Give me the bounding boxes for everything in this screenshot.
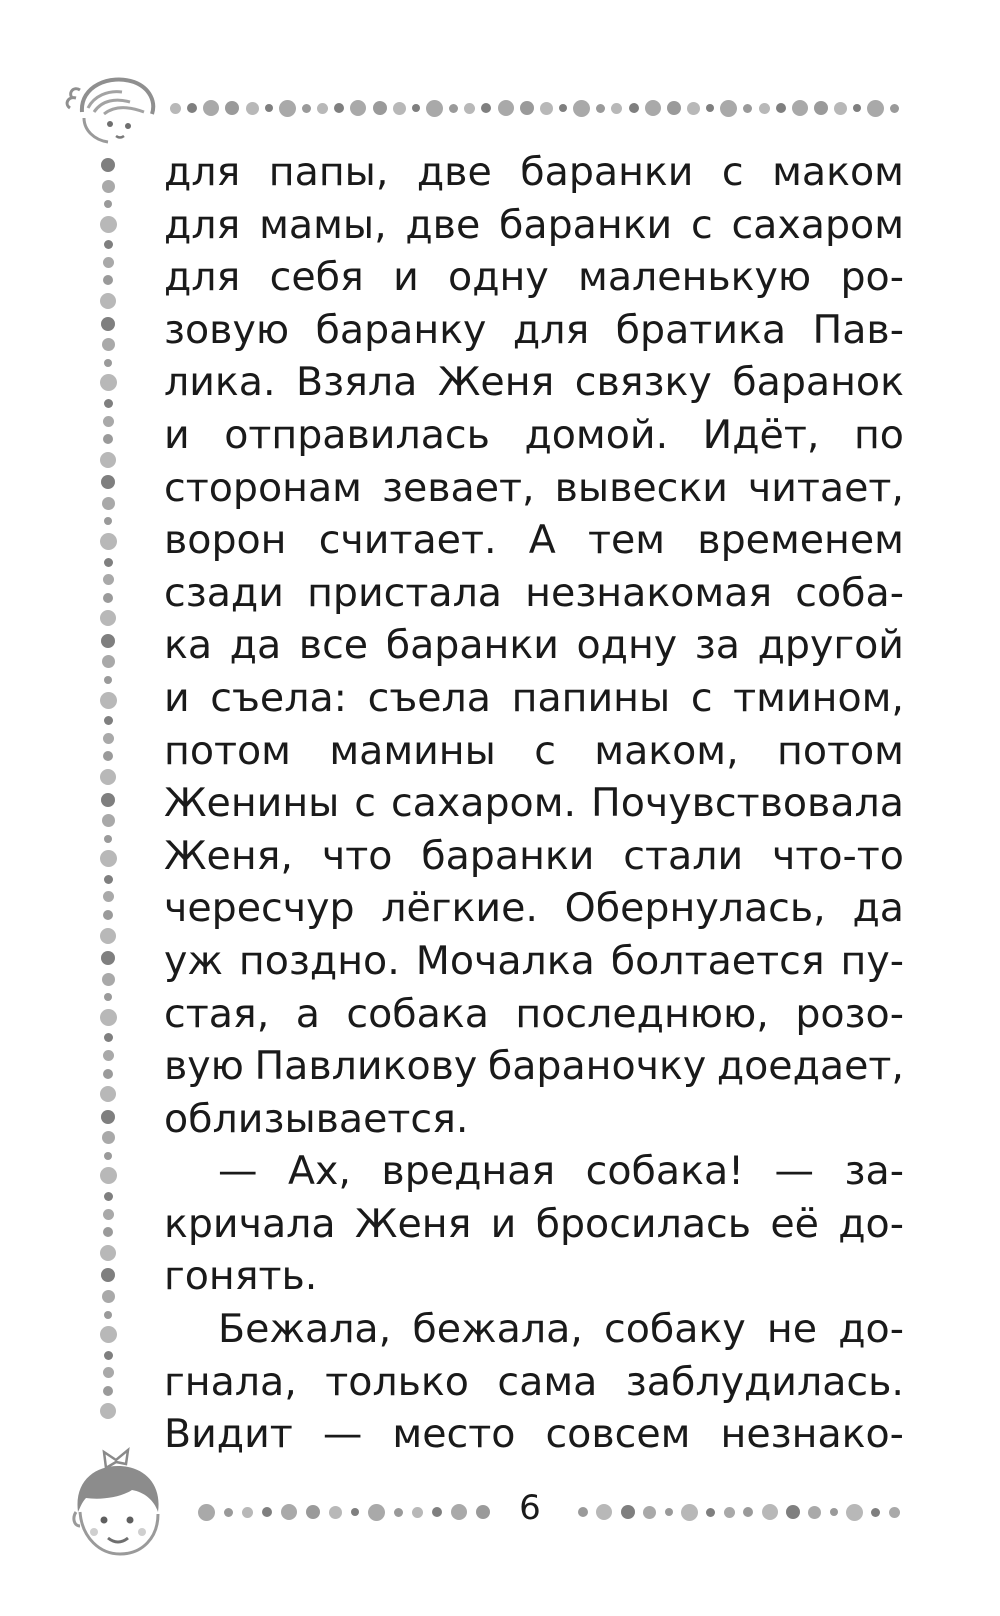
word: вывески <box>554 464 728 511</box>
border-dot <box>104 875 113 884</box>
border-dot <box>776 103 786 113</box>
word: место <box>392 1411 516 1458</box>
border-dot <box>100 928 116 944</box>
word: все <box>298 622 369 669</box>
text-line <box>164 251 904 304</box>
border-dot <box>451 1504 467 1520</box>
border-dot <box>104 676 112 684</box>
word: зевает, <box>381 464 535 511</box>
text-line <box>164 725 904 778</box>
word: зовую <box>164 306 290 353</box>
border-dot <box>645 100 661 116</box>
girl-face-top-icon <box>64 68 164 148</box>
word: её <box>770 1200 819 1247</box>
word: тмином, <box>733 674 904 721</box>
border-dot <box>681 1504 698 1521</box>
word: соба- <box>795 569 904 616</box>
border-dot <box>103 1227 113 1237</box>
text-line <box>164 199 904 252</box>
border-dot <box>786 1505 800 1519</box>
word: розо- <box>795 990 904 1037</box>
border-dot <box>203 100 219 116</box>
border-dot <box>103 910 113 920</box>
border-dot <box>104 835 112 843</box>
top-dot-border <box>170 96 900 120</box>
word: другой <box>757 622 904 669</box>
border-dot <box>100 1326 117 1343</box>
border-dot <box>351 1508 359 1516</box>
border-dot <box>104 1033 113 1042</box>
word: болтается <box>610 937 825 984</box>
border-dot <box>743 1507 753 1517</box>
word: за <box>694 622 740 669</box>
word: маленькую <box>578 254 812 301</box>
border-dot <box>104 1152 112 1160</box>
word: Женя <box>354 1200 472 1247</box>
border-dot <box>102 973 115 986</box>
border-dot <box>104 399 113 408</box>
word: Пав- <box>812 306 904 353</box>
word: мамы, <box>259 201 387 248</box>
border-dot <box>103 733 114 744</box>
border-dot <box>759 103 770 114</box>
text-line <box>164 146 904 199</box>
word: не <box>766 1306 818 1353</box>
border-dot <box>100 1403 116 1419</box>
border-dot <box>198 1504 215 1521</box>
border-dot <box>101 793 115 807</box>
border-dot <box>596 1504 612 1520</box>
word: съела: <box>210 674 347 721</box>
border-dot <box>578 1507 588 1517</box>
word: что <box>321 832 393 879</box>
word: собака <box>346 990 489 1037</box>
border-dot <box>104 200 112 208</box>
word: мамины <box>329 727 496 774</box>
border-dot <box>103 1050 114 1061</box>
word: съела <box>367 674 492 721</box>
word: маком, <box>594 727 739 774</box>
word: для <box>164 149 241 195</box>
text-line <box>164 1040 904 1093</box>
border-dot <box>846 1504 863 1521</box>
border-dot <box>665 1508 673 1516</box>
border-dot <box>762 1504 778 1520</box>
word: Взяла <box>296 359 418 406</box>
word: связку <box>574 359 712 406</box>
border-dot <box>792 100 808 116</box>
border-dot <box>481 103 491 113</box>
word: стая, <box>164 990 270 1037</box>
border-dot <box>100 533 117 550</box>
border-dot <box>103 416 114 427</box>
word: — <box>322 1411 363 1458</box>
word: поздно. <box>238 937 400 984</box>
word: баранки <box>385 622 559 669</box>
text-line <box>164 1250 904 1303</box>
word: сахаром. <box>390 780 577 827</box>
word: собаку <box>604 1306 746 1353</box>
word: за- <box>844 1148 904 1195</box>
text-line <box>164 619 904 672</box>
word: временем <box>697 517 904 564</box>
border-dot <box>559 104 567 112</box>
border-dot <box>890 104 899 113</box>
word: пристала <box>307 569 503 616</box>
border-dot <box>724 1507 735 1518</box>
word: Павликову <box>254 1043 478 1090</box>
border-dot <box>246 102 259 115</box>
word: Женя <box>437 359 555 406</box>
word: папины <box>511 674 671 721</box>
word: баранок <box>732 359 904 406</box>
word: доедает, <box>716 1043 904 1090</box>
border-dot <box>100 1086 116 1102</box>
word: потом <box>164 727 291 774</box>
border-dot <box>393 102 406 115</box>
border-dot <box>102 497 115 510</box>
word: и <box>490 1200 517 1247</box>
border-dot <box>100 1245 116 1261</box>
word: лёгкие. <box>381 885 538 932</box>
word: бежала, <box>412 1306 583 1353</box>
word: по <box>853 411 904 458</box>
border-dot <box>224 1508 233 1517</box>
word: одну <box>448 254 549 301</box>
border-dot <box>464 103 475 114</box>
word: Почувствовала <box>591 780 904 827</box>
border-dot <box>103 1367 114 1378</box>
border-dot <box>540 102 553 115</box>
word: — <box>774 1148 815 1195</box>
word: папы, <box>268 149 389 195</box>
border-dot <box>265 104 273 112</box>
word: заблудилась. <box>625 1358 904 1405</box>
text-line <box>164 882 904 935</box>
border-dot <box>103 1209 114 1220</box>
border-dot <box>100 216 117 233</box>
border-dot <box>871 1508 880 1517</box>
border-dot <box>104 558 113 567</box>
border-dot <box>573 100 590 117</box>
text-line <box>164 1093 904 1146</box>
word: собака! <box>585 1148 745 1195</box>
border-dot <box>743 104 752 113</box>
word: себя <box>269 254 364 301</box>
word: сторонам <box>164 464 362 511</box>
word: Мочалка <box>415 937 595 984</box>
word: гонять. <box>164 1253 318 1300</box>
word: ка <box>164 622 213 669</box>
word: две <box>405 201 481 248</box>
word: незнако- <box>720 1411 904 1458</box>
word: Видит <box>164 1411 293 1458</box>
border-dot <box>104 1351 113 1360</box>
border-dot <box>100 1009 117 1026</box>
border-dot <box>329 1506 342 1519</box>
border-dot <box>334 103 344 113</box>
bottom-right-dot-border <box>578 1500 900 1524</box>
border-dot <box>101 1268 115 1282</box>
word: что-то <box>772 832 904 879</box>
border-dot <box>814 101 828 115</box>
border-dot <box>281 1504 297 1520</box>
text-line <box>164 672 904 725</box>
border-dot <box>101 1110 115 1124</box>
border-dot <box>279 100 296 117</box>
word: сахаром <box>731 201 904 248</box>
border-dot <box>302 104 311 113</box>
border-dot <box>808 1506 821 1519</box>
word: Обернулась, <box>564 885 826 932</box>
border-dot <box>667 101 681 115</box>
border-dot <box>101 951 115 965</box>
word: стали <box>623 832 744 879</box>
border-dot <box>687 102 700 115</box>
border-dot <box>706 1508 715 1517</box>
word: для <box>164 254 241 301</box>
girl-face-bottom-icon <box>64 1442 168 1564</box>
border-dot <box>596 104 605 113</box>
text-line <box>164 1303 904 1356</box>
word: Женины <box>164 780 340 827</box>
border-dot <box>830 1508 838 1516</box>
word: бараночку <box>487 1043 707 1090</box>
border-dot <box>100 293 116 309</box>
border-dot <box>103 275 113 285</box>
border-dot <box>103 891 114 902</box>
text-line <box>164 567 904 620</box>
word: маком <box>772 149 904 195</box>
word: уж <box>164 937 223 984</box>
word: братика <box>615 306 787 353</box>
border-dot <box>102 655 115 668</box>
border-dot <box>394 1508 403 1517</box>
word: кричала <box>164 1200 336 1247</box>
border-dot <box>104 993 112 1001</box>
word: гнала, <box>164 1358 297 1405</box>
border-dot <box>611 103 622 114</box>
border-dot <box>867 100 884 117</box>
border-dot <box>100 850 117 867</box>
border-dot <box>834 102 847 115</box>
word: до- <box>838 1306 904 1353</box>
border-dot <box>412 1507 423 1518</box>
border-dot <box>104 240 113 249</box>
border-dot <box>621 1505 635 1519</box>
word: облизывается. <box>164 1095 469 1142</box>
word: и <box>164 411 190 458</box>
word: Бежала, <box>218 1306 392 1353</box>
border-dot <box>103 574 114 585</box>
border-dot <box>853 104 861 112</box>
border-dot <box>104 716 113 725</box>
word: совсем <box>545 1411 691 1458</box>
bottom-left-dot-border <box>198 1500 490 1524</box>
word: вредная <box>381 1148 556 1195</box>
word: Ах, <box>287 1148 351 1195</box>
border-dot <box>100 769 116 785</box>
border-dot <box>104 359 112 367</box>
border-dot <box>170 103 181 114</box>
word: одну <box>576 622 678 669</box>
border-dot <box>104 1311 112 1319</box>
border-dot <box>368 1504 385 1521</box>
word: ворон <box>164 517 287 564</box>
word: Женя, <box>164 832 293 879</box>
border-dot <box>412 104 420 112</box>
border-dot <box>317 103 328 114</box>
word: баранки <box>421 832 595 879</box>
border-dot <box>225 101 239 115</box>
border-dot <box>889 1507 900 1518</box>
word: читает, <box>747 464 904 511</box>
word: вую <box>164 1043 244 1090</box>
word: сзади <box>164 569 284 616</box>
word: чересчур <box>164 885 355 932</box>
border-dot <box>373 101 387 115</box>
word: да <box>229 622 282 669</box>
text-line <box>164 935 904 988</box>
border-dot <box>103 257 114 268</box>
text-line <box>164 988 904 1041</box>
border-dot <box>643 1506 656 1519</box>
text-line <box>164 356 904 409</box>
border-dot <box>242 1507 253 1518</box>
border-dot <box>629 103 639 113</box>
border-dot <box>350 100 366 116</box>
text-line <box>164 409 904 462</box>
border-dot <box>100 610 116 626</box>
word: считает. <box>318 517 497 564</box>
word: пу- <box>840 937 904 984</box>
border-dot <box>100 374 117 391</box>
word: для <box>512 306 590 353</box>
border-dot <box>706 104 714 112</box>
border-dot <box>432 1507 442 1517</box>
border-dot <box>103 751 113 761</box>
word: ро- <box>840 254 904 301</box>
border-dot <box>449 104 458 113</box>
border-dot <box>103 1386 113 1396</box>
border-dot <box>101 158 115 172</box>
word: для <box>164 201 241 248</box>
border-dot <box>520 101 534 115</box>
word: — <box>218 1148 258 1195</box>
border-dot <box>102 814 115 827</box>
text-line <box>164 1145 904 1198</box>
word: с <box>721 149 744 195</box>
text-line <box>164 514 904 567</box>
border-dot <box>104 1192 113 1201</box>
word: а <box>295 990 320 1037</box>
story-text <box>164 146 904 1461</box>
border-dot <box>262 1507 272 1517</box>
left-dot-border <box>96 158 120 1420</box>
border-dot <box>720 100 737 117</box>
border-dot <box>102 338 115 351</box>
border-dot <box>102 1131 115 1144</box>
page-number: 6 <box>519 1488 541 1528</box>
word: да <box>852 885 904 932</box>
border-dot <box>306 1505 320 1519</box>
border-dot <box>103 593 113 603</box>
word: баранки <box>520 149 694 195</box>
word: только <box>325 1358 469 1405</box>
border-dot <box>101 317 115 331</box>
border-dot <box>101 475 115 489</box>
border-dot <box>100 692 117 709</box>
border-dot <box>100 1167 117 1184</box>
word: с <box>534 727 556 774</box>
border-dot <box>101 634 115 648</box>
word: бросилась <box>535 1200 752 1247</box>
text-line <box>164 1198 904 1251</box>
word: лика. <box>164 359 276 406</box>
text-line <box>164 777 904 830</box>
border-dot <box>426 100 443 117</box>
border-dot <box>476 1505 490 1519</box>
border-dot <box>100 452 116 468</box>
word: с <box>354 780 377 827</box>
word: и <box>393 254 419 301</box>
word: с <box>690 674 713 721</box>
text-line <box>164 1356 904 1409</box>
word: домой. <box>524 411 669 458</box>
border-dot <box>103 1069 113 1079</box>
border-dot <box>103 434 113 444</box>
word: незнакомая <box>525 569 773 616</box>
text-line <box>164 462 904 515</box>
word: и <box>164 674 190 721</box>
text-line <box>164 1408 904 1461</box>
word: сама <box>497 1358 598 1405</box>
border-dot <box>102 1290 115 1303</box>
word: потом <box>777 727 904 774</box>
word: отправилась <box>224 411 490 458</box>
word: до- <box>838 1200 904 1247</box>
word: Идёт, <box>702 411 820 458</box>
text-line <box>164 830 904 883</box>
border-dot <box>104 517 112 525</box>
word: тем <box>587 517 666 564</box>
word: с <box>690 201 713 248</box>
border-dot <box>102 180 115 193</box>
word: А <box>528 517 556 564</box>
text-line <box>164 304 904 357</box>
border-dot <box>498 100 514 116</box>
border-dot <box>187 103 197 113</box>
word: баранки <box>499 201 673 248</box>
word: баранку <box>315 306 487 353</box>
word: две <box>416 149 492 195</box>
word: последнюю, <box>515 990 769 1037</box>
